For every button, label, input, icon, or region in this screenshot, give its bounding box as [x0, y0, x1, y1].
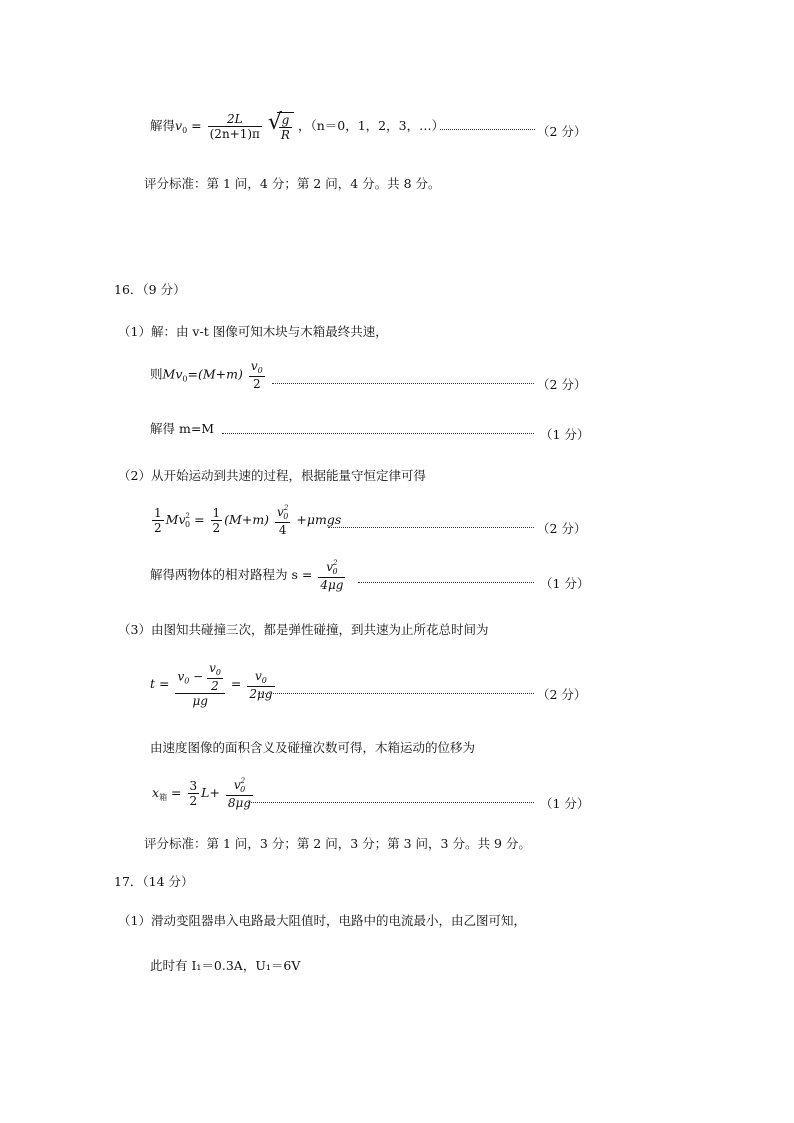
score-label: （1 分）: [540, 427, 590, 442]
n-condition: ，（n＝0，1，2，3，…）: [297, 118, 445, 133]
fraction-numerator: $v^2_0$: [277, 504, 289, 521]
friction-work-term: +μmgs: [296, 512, 342, 527]
fraction-numerator: $v^2_0$: [226, 778, 253, 796]
fraction-denominator: μg: [192, 694, 208, 708]
p17-heading: 17．（14 分）: [114, 874, 194, 889]
score-label: （2 分）: [537, 124, 587, 139]
fraction-v0-over-2: [249, 360, 265, 390]
fraction-denominator: 8μg: [227, 796, 252, 810]
leader-dots: [328, 527, 534, 528]
leader-dots: [248, 802, 534, 803]
fraction-denominator: 2μg: [249, 686, 273, 701]
eq-left: Mv: [162, 366, 183, 382]
fraction-numerator: $v_0$ − $\frac{v_0}{2}$: [175, 662, 224, 694]
v0-subscript: 0: [182, 374, 188, 384]
p16-part1-statement: （1）解：由 v-t 图像可知木块与木箱最终共速，: [118, 324, 388, 339]
p16-heading: 16．（9 分）: [114, 282, 186, 297]
fraction-2L: [208, 113, 262, 140]
fraction-denominator: 4: [278, 523, 287, 537]
p17-part1-values: 此时有 I₁＝0.3A，U₁＝6V: [150, 958, 301, 973]
p16-energy-equation: [150, 505, 341, 536]
equals-sign: =: [191, 118, 202, 133]
mass-sum: (M+m): [224, 512, 270, 527]
fraction-time: [175, 662, 224, 707]
p16-criteria: 评分标准：第 1 问，3 分；第 2 问，3 分；第 3 问，3 分。共 9 分。: [144, 836, 531, 851]
squared: 2: [185, 512, 190, 520]
fraction-numerator: $v_0$: [250, 359, 263, 375]
p16-part2-statement: （2）从开始运动到共速的过程，根据能量守恒定律可得: [118, 468, 426, 483]
eq-prefix: 则: [150, 366, 163, 382]
fraction-numerator: 2L: [208, 113, 262, 127]
p15-criteria: 评分标准：第 1 问，4 分；第 2 问，4 分。共 8 分。: [144, 176, 441, 191]
L-plus: L+: [201, 785, 220, 800]
fraction-denominator: 2: [189, 794, 198, 808]
equals-sign: =: [194, 512, 205, 527]
leader-dots: [222, 433, 534, 434]
equals-sign: =: [171, 785, 182, 800]
p16-part3-statement: （3）由图知共碰撞三次，都是弹性碰撞，到共速为止所花总时间为: [118, 622, 489, 637]
p16-part3-statement-2: 由速度图像的面积含义及碰撞次数可得，木箱运动的位移为: [150, 740, 476, 755]
p16-part2-result: [150, 560, 347, 591]
score-label: （1 分）: [540, 576, 590, 591]
p16-momentum-equation: [150, 360, 267, 390]
fraction-three-halves: [188, 780, 200, 807]
result-prefix: 解得: [150, 118, 176, 133]
fraction-v0-over-2mug: [247, 670, 274, 700]
fraction-numerator: 1: [212, 506, 221, 520]
equals-sign: =: [230, 676, 242, 691]
v0-subscript: 0: [182, 126, 188, 135]
leader-dots: [358, 582, 534, 583]
fraction-numerator: $v_0$: [247, 670, 274, 687]
leader-dots: [272, 383, 534, 384]
fraction-v0sq-over-4: [275, 505, 290, 536]
p16-time-equation: [150, 662, 277, 707]
p17-part1-statement: （1）滑动变阻器串入电路最大阻值时，电路中的电流最小，由乙图可知，: [118, 913, 526, 928]
t-equals: t =: [150, 676, 170, 691]
sqrt-g-over-R: [268, 112, 294, 141]
p15-result-line: [150, 112, 444, 141]
x-symbol: x: [152, 785, 160, 800]
eq-mid: =(M+m): [187, 366, 243, 382]
p16-displacement-equation: [152, 778, 255, 809]
fraction-v0sq-over-4mug: [318, 560, 345, 591]
fraction-denominator: (2n+1)π: [209, 127, 260, 141]
v0-subscript: 0: [184, 520, 191, 529]
sqrt-denominator: R: [280, 128, 290, 142]
fraction-numerator: $v^2_0$: [318, 560, 345, 578]
p16-part1-result: 解得 m=M: [150, 421, 215, 436]
sqrt-sign-icon: √: [267, 110, 282, 135]
leader-dots: [258, 693, 534, 694]
score-label: （2 分）: [537, 377, 587, 392]
fraction-denominator: 2: [252, 377, 261, 391]
score-label: （1 分）: [540, 796, 590, 811]
Mv-term: Mv: [165, 512, 186, 527]
result-prefix: 解得两物体的相对路程为 s =: [150, 567, 313, 582]
fraction-denominator: 4μg: [320, 578, 344, 592]
sqrt-numerator: g: [279, 114, 292, 128]
score-label: （2 分）: [537, 521, 587, 536]
fraction-half: [211, 507, 223, 534]
fraction-denominator: 2: [212, 521, 221, 535]
fraction-v0sq-over-8mug: [226, 778, 253, 809]
leader-dots: [440, 129, 535, 130]
fraction-numerator: 1: [154, 506, 162, 520]
fraction-half: [152, 507, 164, 534]
fraction-numerator: 3: [189, 779, 198, 793]
score-label: （2 分）: [537, 687, 587, 702]
v0-symbol: v: [175, 118, 183, 133]
x-subscript: 箱: [159, 793, 168, 802]
fraction-denominator: 2: [154, 521, 162, 535]
